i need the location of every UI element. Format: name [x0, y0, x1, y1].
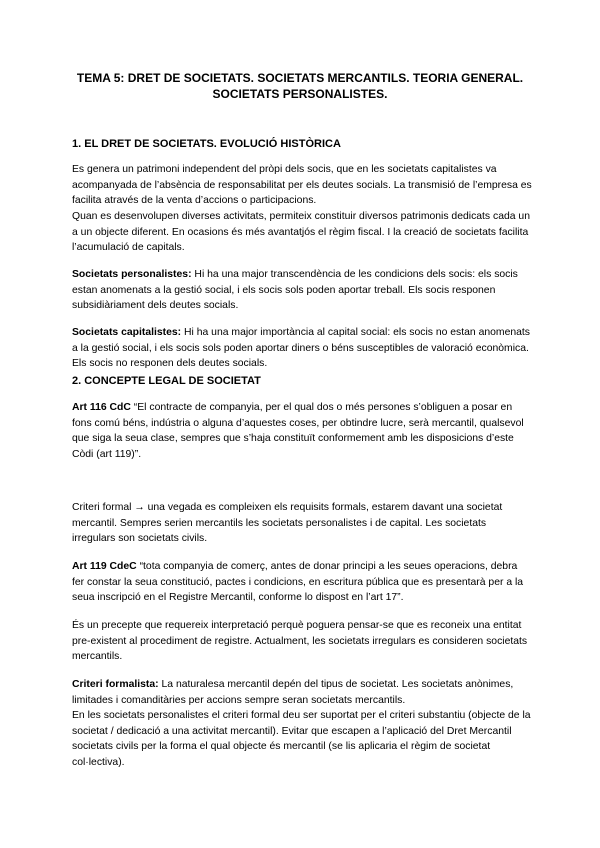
- criteri-formalista-term: Criteri formalista:: [72, 679, 159, 690]
- art-116-text: “El contracte de companyia, per el qual dos o més persones s’obliguen a posar en fons comú béns, indústria o alguna d’aquestes coses, per obtindre lucre, serà mercantil, qualsevol que siga la seua clase, sempres que s’haja constituït conformement amb les disposicions d’este Còdi (art 119)”.: [72, 402, 524, 460]
- criteri-formalista-paragraph: [72, 677, 532, 708]
- societats-capitalistes-term: Societats capitalistes:: [72, 327, 182, 338]
- criteri-substantiu-paragraph: En les societats personalistes el criteri formal deu ser suportat per el criteri substantiu (objecte de la societat / dedicació a una activitat mercantil). Evitar que escapen a l’aplicació del Dret Mercantil societats civils per la forma el qual objecte és mercantil (se lis aplicaria el règim de societat col·lectiva).: [72, 710, 531, 768]
- criteri-formal-paragraph: Criteri formal → una vegada es compleixen els requisits formals, estarem davant una societat mercantil. Sempres serien mercantils les societats personalistes i de capital. Les societats irregulars son societats civils.: [72, 502, 503, 545]
- section-2-heading: 2. CONCEPTE LEGAL DE SOCIETAT: [72, 375, 261, 387]
- art-116-term: Art 116 CdC: [72, 402, 131, 413]
- art-119-paragraph: [72, 559, 532, 606]
- societats-capitalistes-paragraph: [72, 325, 532, 372]
- precepte-paragraph: És un precepte que requereix interpretació perquè poguera pensar-se que es reconeix una entitat pre-existent al procediment de registre. Actualment, les societats irregulars es consideren societats mercantils.: [72, 620, 528, 663]
- art-119-term: Art 119 CdeC: [72, 561, 137, 572]
- page-title: [40, 70, 560, 102]
- art-119-text: “tota companyia de comerç, antes de donar principi a les seues operacions, debra fer constar la seua constitució, pactes i condicions, en escritura pública que es presentarà per a la seua inscripció en el Registre Mercantil, conforme lo dispost en l’art 17”.: [72, 561, 524, 604]
- title-line-2: SOCIETATS PERSONALISTES.: [212, 87, 388, 101]
- section-1-heading: 1. EL DRET DE SOCIETATS. EVOLUCIÓ HISTÒRICA: [72, 138, 341, 150]
- criteri-formalista-text: La naturalesa mercantil depén del tipus de societat. Les societats anònimes, limitades i comanditàries per accions sempre seran societats mercantils.: [72, 679, 514, 706]
- societats-personalistes-paragraph: [72, 267, 532, 314]
- art-116-paragraph: [72, 400, 532, 462]
- societats-capitalistes-text: Hi ha una major importància al capital social: els socis no estan anomenats a la gestió social, i els socis sols poden aportar diners o béns susceptibles de valoració econòmica. Els socis no responen dels deutes socials.: [72, 327, 530, 370]
- societats-personalistes-text: Hi ha una major transcendència de les condicions dels socis: els socis estan anomenats a la gestió social, i els socis sols poden aportar treball. Els socis responen subsidiàriament dels deutes socials.: [72, 269, 518, 312]
- section-1-paragraph-1: Es genera un patrimoni independent del pròpi dels socis, que en les societats capitalistes va acompanyada de l’absència de responsabilitat per els deutes socials. La transmisió de l’empresa es facilita através de la venta d’accions o participacions.: [72, 164, 532, 207]
- section-1-paragraph-2: Quan es desenvolupen diverses activitats, permiteix constituir diversos patrimonis dedicats cada un a un objecte diferent. En ocasions és més avantatjós el règim fiscal. I la creació de societats facilita l’acumulació de capitals.: [72, 211, 530, 254]
- title-line-1: TEMA 5: DRET DE SOCIETATS. SOCIETATS MERCANTILS. TEORIA GENERAL.: [76, 71, 524, 85]
- societats-personalistes-term: Societats personalistes:: [72, 269, 192, 280]
